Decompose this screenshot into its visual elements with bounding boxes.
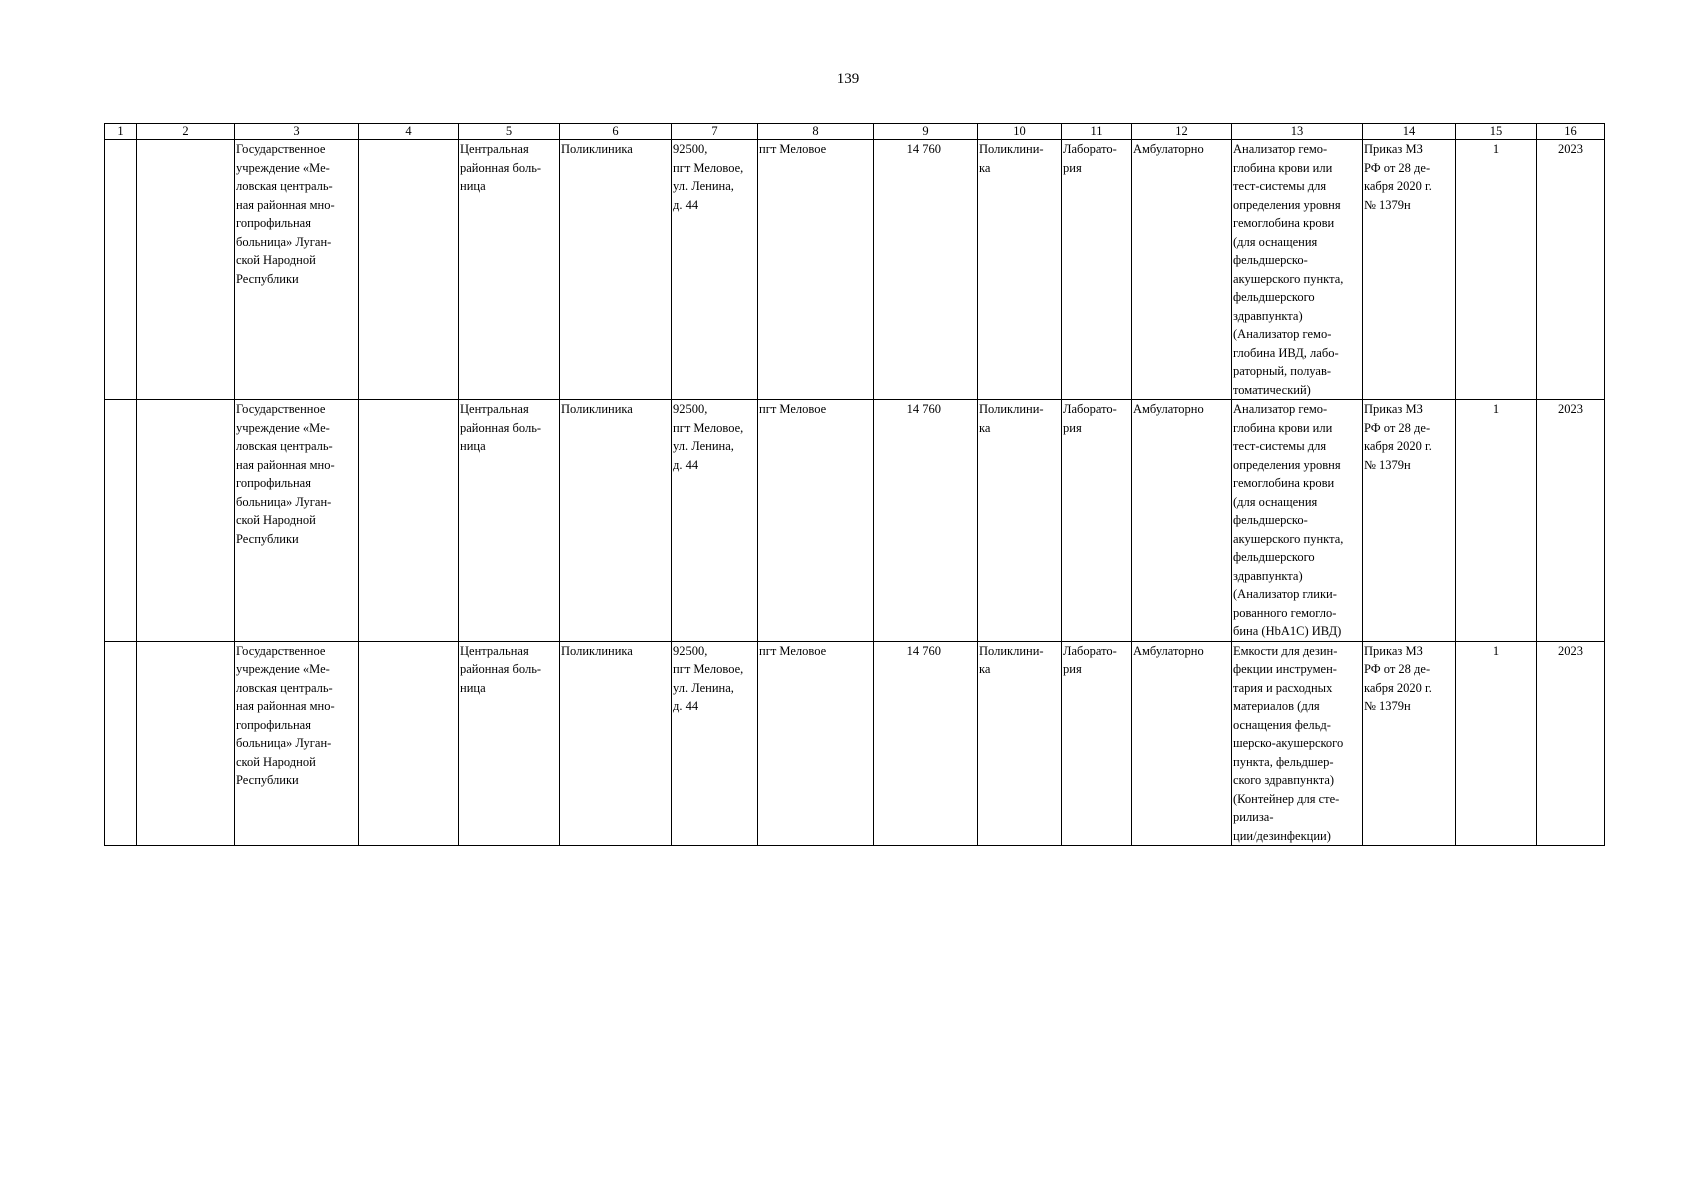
address-text: 92500, пгт Меловое, ул. Ленина, д. 44 [673,142,744,212]
cell-population: 14 760 [874,140,978,400]
cell-department [1062,140,1132,400]
column-header: 6 [560,124,672,140]
column-header: 9 [874,124,978,140]
cell-unit [978,140,1062,400]
cell-department [1062,641,1132,846]
department-text: Лаборато- рия [1063,402,1117,435]
column-header: 11 [1062,124,1132,140]
hospital-type-text: Центральная районная боль- ница [460,142,542,193]
cell-unit [978,400,1062,642]
cell-address [672,140,758,400]
address-text: 92500, пгт Меловое, ул. Ленина, д. 44 [673,643,744,713]
cell-quantity: 1 [1456,641,1537,846]
cell-year: 2023 [1537,641,1605,846]
cell-quantity: 1 [1456,400,1537,642]
column-header: 8 [758,124,874,140]
column-header: 15 [1456,124,1537,140]
cell-col-2 [137,400,235,642]
cell-row-number [105,641,137,846]
institution-text: Государственное учреждение «Ме- ловская централь- ная районная мно- гопрофильная больница» Луган- ской Народной Республики [236,402,335,546]
order-text: Приказ МЗ РФ от 28 де- кабря 2020 г. № 1379н [1364,643,1432,713]
cell-quantity: 1 [1456,140,1537,400]
institution-text: Государственное учреждение «Ме- ловская централь- ная районная мно- гопрофильная больница» Луган- ской Народной Республики [236,643,335,787]
cell-locality: пгт Меловое [758,400,874,642]
department-text: Лаборато- рия [1063,643,1117,676]
cell-col-4 [359,140,459,400]
equipment-text: Емкости для дезин- фекции инструмен- тария и расходных материалов (для оснащения фельд- шерско-акушерского пункта, фельдшер- ского здравпункта) (Контейнер для сте- рилиза- ции/дезинфекции) [1233,643,1344,843]
cell-col-4 [359,641,459,846]
equipment-text: Анализатор гемо- глобина крови или тест-системы для определения уровня гемоглобина крови (для оснащения фельдшерско- акушерского пункта, фельдшерского здравпункта) (Анализатор глики- рованного гемогло- бина (HbA1C) ИВД) [1233,402,1344,638]
unit-text: Поликлини- ка [979,402,1044,435]
column-header: 7 [672,124,758,140]
column-header: 13 [1232,124,1363,140]
table-row [105,140,1605,400]
column-header: 5 [459,124,560,140]
column-header: 10 [978,124,1062,140]
cell-equipment [1232,140,1363,400]
cell-col-2 [137,140,235,400]
unit-text: Поликлини- ка [979,643,1044,676]
cell-order [1363,140,1456,400]
cell-care-type: Амбулаторно [1132,140,1232,400]
table-header-row [105,124,1605,140]
column-header: 1 [105,124,137,140]
institution-text: Государственное учреждение «Ме- ловская централь- ная районная мно- гопрофильная больница» Луган- ской Народной Республики [236,142,335,286]
data-table [104,123,1605,846]
column-header: 12 [1132,124,1232,140]
cell-equipment [1232,641,1363,846]
cell-department [1062,400,1132,642]
page-number: 139 [836,71,860,87]
cell-population: 14 760 [874,400,978,642]
cell-locality: пгт Меловое [758,641,874,846]
cell-institution [235,400,359,642]
cell-care-type: Амбулаторно [1132,641,1232,846]
cell-col-4 [359,400,459,642]
cell-hospital-type [459,400,560,642]
order-text: Приказ МЗ РФ от 28 де- кабря 2020 г. № 1379н [1364,402,1432,472]
equipment-text: Анализатор гемо- глобина крови или тест-системы для определения уровня гемоглобина крови (для оснащения фельдшерско- акушерского пункта, фельдшерского здравпункта) (Анализатор гемо- глобина ИВД, лабо- раторный, полуав- томатический) [1233,142,1344,397]
department-text: Лаборато- рия [1063,142,1117,175]
cell-order [1363,400,1456,642]
cell-equipment [1232,400,1363,642]
cell-subdivision: Поликлиника [560,400,672,642]
cell-year: 2023 [1537,140,1605,400]
address-text: 92500, пгт Меловое, ул. Ленина, д. 44 [673,402,744,472]
column-header: 3 [235,124,359,140]
cell-order [1363,641,1456,846]
table-row [105,400,1605,642]
cell-year: 2023 [1537,400,1605,642]
column-header: 14 [1363,124,1456,140]
cell-hospital-type [459,140,560,400]
cell-row-number [105,400,137,642]
unit-text: Поликлини- ка [979,142,1044,175]
cell-subdivision: Поликлиника [560,641,672,846]
cell-col-2 [137,641,235,846]
column-header: 16 [1537,124,1605,140]
cell-population: 14 760 [874,641,978,846]
cell-institution [235,641,359,846]
order-text: Приказ МЗ РФ от 28 де- кабря 2020 г. № 1379н [1364,142,1432,212]
cell-address [672,641,758,846]
cell-locality: пгт Меловое [758,140,874,400]
cell-subdivision: Поликлиника [560,140,672,400]
cell-address [672,400,758,642]
cell-care-type: Амбулаторно [1132,400,1232,642]
column-header: 2 [137,124,235,140]
cell-row-number [105,140,137,400]
cell-unit [978,641,1062,846]
table-row [105,641,1605,846]
cell-hospital-type [459,641,560,846]
hospital-type-text: Центральная районная боль- ница [460,643,542,695]
cell-institution [235,140,359,400]
column-header: 4 [359,124,459,140]
hospital-type-text: Центральная районная боль- ница [460,402,542,453]
